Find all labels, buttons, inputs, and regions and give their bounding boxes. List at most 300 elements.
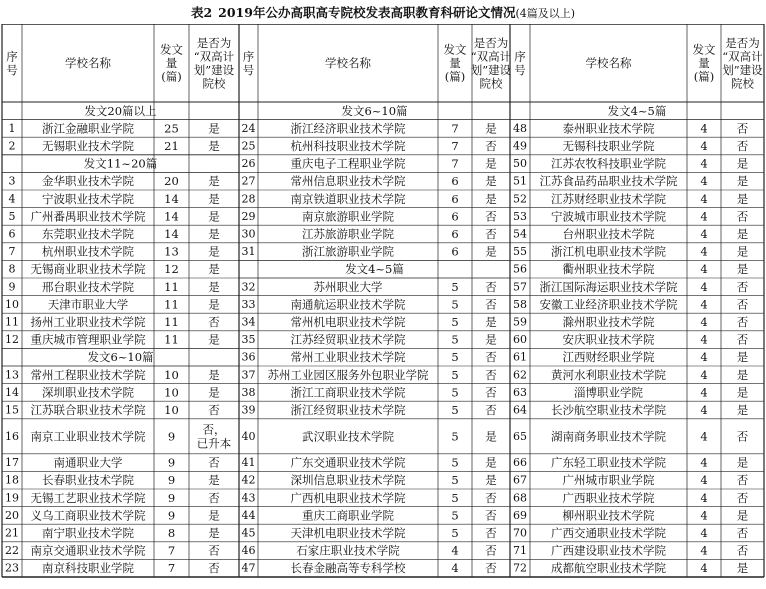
row-seq: 21 — [5, 526, 19, 540]
row-seq: 56 — [513, 262, 527, 276]
row-count: 4 — [700, 429, 708, 444]
header-count: 发文 — [160, 42, 183, 57]
row-shuanggao: 否 — [736, 332, 749, 347]
row-school: 滁州职业技术学院 — [562, 315, 655, 329]
row-seq: 55 — [513, 245, 527, 259]
section-label: 发文4~5篇 — [345, 262, 404, 277]
row-shuanggao: 否 — [208, 561, 220, 576]
row-shuanggao: 否 — [208, 315, 220, 329]
row-shuanggao: 是 — [485, 473, 497, 488]
row-seq: 35 — [241, 333, 256, 347]
row-school: 重庆电子工程职业学院 — [290, 156, 406, 171]
row-school: 常州工业职业技术学院 — [290, 350, 406, 365]
header-shuanggao: 是否为 — [473, 35, 509, 50]
header-seq: 号 — [514, 62, 526, 77]
header-count: 量 — [698, 56, 710, 70]
row-count: 4 — [700, 490, 708, 505]
row-school: 苏州工业园区服务外包职业学院 — [267, 367, 429, 382]
row-shuanggao: 是 — [736, 455, 749, 470]
header-seq: 号 — [6, 62, 18, 77]
row-count: 5 — [451, 429, 459, 444]
row-count: 4 — [700, 385, 708, 400]
row-school: 浙江经贸职业技术学院 — [290, 403, 406, 417]
row-count: 5 — [451, 526, 459, 540]
row-seq: 46 — [241, 544, 256, 558]
row-school: 苏州职业大学 — [313, 279, 383, 294]
row-count: 12 — [164, 262, 179, 277]
row-school: 深圳信息职业技术学院 — [290, 473, 406, 488]
row-school: 南京交通职业技术学院 — [30, 543, 146, 558]
row-count: 4 — [700, 156, 708, 171]
row-school: 浙江经济职业技术学院 — [290, 121, 406, 136]
row-shuanggao: 否 — [208, 490, 220, 505]
row-seq: 23 — [5, 561, 19, 575]
row-count: 25 — [164, 121, 179, 136]
row-seq: 65 — [513, 429, 527, 443]
row-school: 黄河水利职业技术学院 — [551, 367, 666, 382]
row-shuanggao: 是 — [736, 156, 749, 171]
row-shuanggao: 否 — [208, 455, 220, 470]
row-shuanggao: 否 — [485, 508, 497, 523]
row-shuanggao: 是 — [208, 191, 220, 206]
row-count: 4 — [700, 191, 708, 206]
row-seq: 49 — [513, 139, 527, 153]
row-count: 4 — [700, 526, 708, 540]
row-count: 4 — [700, 121, 708, 136]
row-school: 南通职业大学 — [53, 455, 123, 470]
row-count: 10 — [164, 367, 179, 382]
row-school: 广西机电职业技术学院 — [290, 490, 406, 505]
row-seq: 47 — [241, 561, 256, 575]
row-shuanggao: 否 — [485, 279, 497, 294]
row-count: 9 — [167, 508, 176, 523]
table-caption-note: (4篇及以上) — [515, 7, 576, 20]
row-shuanggao: 否 — [736, 139, 749, 153]
row-count: 6 — [451, 191, 459, 206]
row-count: 4 — [451, 543, 459, 558]
row-seq: 59 — [513, 315, 527, 329]
row-count: 9 — [167, 490, 176, 505]
header-count: (篇) — [444, 69, 466, 84]
row-seq: 6 — [8, 227, 16, 241]
table-number: 表2 — [190, 5, 213, 20]
row-seq: 48 — [513, 121, 527, 135]
row-seq: 28 — [241, 192, 256, 206]
row-shuanggao: 是 — [208, 209, 220, 224]
row-school: 长春金融高等专科学校 — [290, 561, 406, 576]
row-school: 无锡商业职业技术学院 — [30, 262, 146, 277]
row-count: 21 — [164, 139, 179, 153]
row-school: 义乌工商职业技术学院 — [30, 508, 146, 523]
row-school: 安庆职业技术学院 — [562, 332, 655, 347]
row-shuanggao: 否 — [736, 121, 749, 136]
row-count: 11 — [164, 332, 179, 347]
row-shuanggao: 否 — [485, 350, 497, 365]
row-count: 4 — [700, 297, 708, 312]
row-shuanggao: 否 — [485, 490, 497, 505]
row-school: 宁波城市职业技术学院 — [551, 209, 666, 224]
row-count: 5 — [451, 279, 459, 294]
row-shuanggao: 是 — [485, 121, 497, 136]
row-seq: 31 — [241, 245, 256, 259]
row-count: 4 — [700, 227, 708, 241]
row-count: 4 — [700, 332, 708, 347]
row-school: 杭州科技职业技术学院 — [290, 139, 406, 153]
row-count: 5 — [451, 473, 459, 488]
row-count: 4 — [700, 262, 708, 277]
row-count: 10 — [164, 403, 179, 417]
row-school: 浙江金融职业学院 — [42, 121, 134, 136]
row-seq: 68 — [513, 491, 527, 505]
row-shuanggao: 否 — [736, 315, 749, 329]
row-shuanggao: 否 — [485, 403, 497, 417]
row-school: 金华职业技术学院 — [42, 174, 134, 189]
row-school: 武汉职业技术学院 — [302, 429, 394, 444]
row-school: 台州职业技术学院 — [562, 227, 655, 241]
row-seq: 3 — [8, 174, 16, 188]
header-school: 学校名称 — [65, 56, 111, 70]
row-shuanggao: 否 — [736, 429, 749, 444]
row-shuanggao: 是 — [208, 174, 220, 189]
row-seq: 36 — [241, 350, 256, 364]
row-seq: 4 — [8, 192, 16, 206]
row-seq: 67 — [513, 473, 527, 487]
row-school: 江苏联合职业技术学院 — [30, 403, 146, 417]
row-seq: 43 — [241, 491, 256, 505]
row-count: 7 — [451, 139, 459, 153]
row-seq: 63 — [513, 385, 527, 399]
row-school: 南京铁道职业技术学院 — [290, 191, 406, 206]
row-seq: 54 — [513, 227, 527, 241]
row-shuanggao: 是 — [208, 121, 220, 136]
row-shuanggao: 是 — [208, 473, 220, 488]
row-count: 4 — [700, 244, 708, 259]
row-shuanggao: 否 — [485, 227, 497, 241]
row-school: 常州工程职业技术学院 — [30, 367, 146, 382]
row-school: 广西建设职业技术学院 — [551, 543, 666, 558]
row-count: 7 — [451, 121, 459, 136]
row-school: 江西财经职业学院 — [562, 350, 655, 365]
row-shuanggao: 否 — [485, 297, 497, 312]
row-school: 广东交通职业技术学院 — [290, 455, 406, 470]
row-school: 江苏食品药品职业技术学院 — [539, 174, 678, 189]
row-school: 常州信息职业技术学院 — [290, 174, 406, 189]
row-shuanggao: 是 — [485, 315, 497, 329]
row-seq: 11 — [5, 315, 19, 329]
row-count: 6 — [451, 209, 459, 224]
header-shuanggao: “双高计 — [470, 49, 512, 64]
row-count: 4 — [451, 561, 459, 576]
row-school: 淄博职业学院 — [574, 385, 643, 400]
row-shuanggao: 是 — [208, 367, 220, 382]
row-school: 南京工业职业技术学院 — [30, 429, 146, 444]
row-school: 广州番禺职业技术学院 — [30, 209, 146, 224]
row-count: 4 — [700, 350, 708, 365]
row-shuanggao: 否 — [736, 526, 749, 540]
row-school: 南宁职业技术学院 — [42, 526, 134, 540]
row-seq: 51 — [513, 174, 527, 188]
row-count: 8 — [167, 526, 176, 540]
row-school: 无锡工艺职业技术学院 — [30, 490, 146, 505]
row-school: 广西交通职业技术学院 — [551, 526, 666, 540]
row-seq: 22 — [5, 544, 19, 558]
row-count: 9 — [167, 429, 176, 444]
row-shuanggao: 是 — [485, 332, 497, 347]
row-school: 浙江机电职业技术学院 — [551, 244, 666, 259]
row-count: 7 — [167, 561, 176, 576]
row-seq: 17 — [5, 456, 19, 470]
row-school: 邢台职业技术学院 — [42, 279, 134, 294]
row-shuanggao: 是 — [736, 403, 749, 417]
row-seq: 8 — [8, 262, 16, 276]
row-count: 4 — [700, 139, 708, 153]
header-shuanggao: “双高计 — [722, 49, 763, 64]
row-seq: 42 — [241, 473, 256, 487]
section-label: 发文6~10篇 — [341, 103, 408, 118]
row-count: 4 — [700, 174, 708, 189]
row-shuanggao: 否 — [208, 403, 220, 417]
header-count: (篇) — [161, 69, 182, 84]
row-shuanggao: 是 — [208, 297, 220, 312]
header-count: (篇) — [693, 69, 715, 84]
row-count: 4 — [700, 561, 708, 576]
row-count: 7 — [451, 156, 459, 171]
header-school: 学校名称 — [325, 56, 371, 70]
row-shuanggao: 否 — [485, 385, 497, 400]
row-count: 5 — [451, 350, 459, 365]
row-school: 天津机电职业技术学院 — [290, 526, 406, 540]
row-school: 广东轻工职业技术学院 — [551, 455, 666, 470]
row-count: 5 — [451, 315, 459, 329]
row-count: 10 — [164, 385, 179, 400]
row-seq: 19 — [5, 491, 19, 505]
row-count: 4 — [700, 279, 708, 294]
row-count: 4 — [700, 403, 708, 417]
row-count: 5 — [451, 332, 459, 347]
row-school: 衢州职业技术学院 — [562, 262, 655, 277]
row-count: 9 — [167, 455, 176, 470]
row-shuanggao: 否 — [485, 139, 497, 153]
row-count: 4 — [700, 315, 708, 329]
row-school: 江苏农牧科技职业学院 — [551, 156, 666, 171]
header-seq: 序 — [242, 49, 255, 64]
row-shuanggao: 否， — [202, 422, 226, 437]
row-shuanggao: 否 — [485, 209, 497, 224]
row-seq: 27 — [241, 174, 256, 188]
row-shuanggao: 是 — [736, 244, 749, 259]
row-school: 广西职业技术学院 — [562, 490, 655, 505]
row-count: 5 — [451, 367, 459, 382]
row-school: 南通航运职业技术学院 — [290, 297, 406, 312]
row-count: 4 — [700, 473, 708, 488]
row-school: 浙江旅游职业学院 — [302, 244, 394, 259]
row-seq: 72 — [513, 561, 527, 575]
row-seq: 40 — [241, 429, 256, 443]
row-school: 杭州职业技术学院 — [42, 244, 134, 259]
row-count: 4 — [700, 367, 708, 382]
header-school: 学校名称 — [585, 56, 632, 70]
row-count: 5 — [451, 490, 459, 505]
row-school: 广州城市职业学院 — [562, 473, 655, 488]
row-seq: 61 — [513, 350, 527, 364]
row-seq: 34 — [241, 315, 256, 329]
row-shuanggao: 是 — [208, 279, 220, 294]
row-count: 6 — [451, 174, 459, 189]
row-seq: 70 — [513, 526, 527, 540]
row-count: 5 — [451, 508, 459, 523]
row-shuanggao: 是 — [485, 174, 497, 189]
row-shuanggao: 是 — [736, 262, 749, 277]
row-school: 湖南商务职业技术学院 — [551, 429, 666, 444]
row-seq: 38 — [241, 385, 256, 399]
table-title — [0, 2, 766, 24]
row-school: 长沙航空职业技术学院 — [551, 403, 666, 417]
row-shuanggao: 否 — [736, 490, 749, 505]
row-shuanggao: 否 — [736, 473, 749, 488]
header-shuanggao: 院校 — [731, 76, 754, 91]
row-seq: 2 — [8, 139, 16, 153]
row-seq: 30 — [241, 227, 256, 241]
row-shuanggao: 是 — [736, 174, 749, 189]
row-seq: 10 — [5, 297, 19, 311]
row-seq: 45 — [241, 526, 256, 540]
row-school: 泰州职业技术学院 — [562, 121, 655, 136]
table-caption: 2019年公办高职高专院校发表高职教育科研论文情况 — [218, 5, 516, 20]
row-school: 重庆工商职业学院 — [302, 508, 394, 523]
header-count: 发文 — [443, 42, 467, 57]
row-school: 柳州职业技术学院 — [562, 508, 655, 523]
header-shuanggao: “双高计 — [193, 49, 235, 64]
row-seq: 18 — [5, 473, 19, 487]
row-shuanggao: 是 — [208, 262, 220, 277]
row-seq: 12 — [5, 333, 19, 347]
header-shuanggao: 是否为 — [196, 35, 232, 50]
row-school: 重庆城市管理职业学院 — [30, 332, 146, 347]
section-label: 发文20篇以上 — [84, 103, 157, 118]
row-shuanggao: 否 — [736, 297, 749, 312]
row-school: 成都航空职业技术学院 — [551, 561, 666, 576]
row-seq: 64 — [513, 403, 527, 417]
header-seq: 序 — [514, 49, 526, 64]
row-shuanggao: 是 — [736, 561, 749, 576]
row-seq: 50 — [513, 157, 527, 171]
section-label: 发文11~20篇 — [83, 156, 158, 171]
row-school: 石家庄职业技术学院 — [296, 543, 400, 558]
row-seq: 9 — [8, 280, 16, 294]
row-count: 4 — [700, 455, 708, 470]
row-school: 江苏经贸职业技术学院 — [290, 332, 406, 347]
row-seq: 39 — [241, 403, 256, 417]
row-school: 安徽工业经济职业技术学院 — [539, 297, 678, 312]
row-seq: 66 — [513, 456, 527, 470]
row-count: 6 — [451, 244, 459, 259]
row-seq: 69 — [513, 508, 527, 522]
row-count: 9 — [167, 473, 176, 488]
header-shuanggao: 划”建设 — [193, 62, 235, 77]
row-seq: 16 — [5, 429, 19, 443]
row-seq: 62 — [513, 368, 527, 382]
row-school: 南京旅游职业学院 — [302, 209, 394, 224]
row-school: 江苏旅游职业学院 — [302, 227, 394, 241]
row-shuanggao: 是 — [485, 455, 497, 470]
row-count: 7 — [167, 543, 176, 558]
row-shuanggao: 是 — [485, 191, 497, 206]
row-school: 无锡科技职业学院 — [562, 139, 655, 153]
row-school: 南京科技职业学院 — [42, 561, 134, 576]
row-seq: 44 — [241, 508, 256, 522]
papers-table — [0, 24, 766, 586]
header-shuanggao: 划”建设 — [722, 62, 763, 77]
row-shuanggao: 是 — [485, 244, 497, 259]
row-school: 扬州工业职业技术学院 — [30, 315, 146, 329]
row-count: 14 — [164, 227, 179, 241]
row-count: 11 — [164, 297, 179, 312]
row-school: 深圳职业技术学院 — [42, 385, 134, 400]
header-seq: 号 — [242, 62, 255, 77]
row-seq: 58 — [513, 297, 527, 311]
row-shuanggao: 是 — [208, 385, 220, 400]
row-shuanggao: 否 — [485, 543, 497, 558]
row-school: 长春职业技术学院 — [42, 473, 134, 488]
row-seq: 25 — [241, 139, 256, 153]
row-shuanggao: 是 — [485, 156, 497, 171]
row-school: 常州机电职业技术学院 — [290, 315, 406, 329]
row-shuanggao: 否 — [485, 561, 497, 576]
row-school: 东莞职业技术学院 — [42, 227, 134, 241]
row-count: 11 — [164, 279, 179, 294]
row-shuanggao: 是 — [208, 139, 220, 153]
row-school: 天津市职业大学 — [47, 297, 129, 312]
row-shuanggao: 是 — [736, 508, 749, 523]
header-shuanggao: 划”建设 — [470, 62, 512, 77]
header-count: 量 — [165, 56, 178, 70]
row-count: 4 — [700, 209, 708, 224]
row-seq: 13 — [5, 368, 19, 382]
header-count: 发文 — [692, 42, 716, 57]
row-count: 5 — [451, 455, 459, 470]
row-school: 宁波职业技术学院 — [42, 191, 134, 206]
row-count: 14 — [164, 191, 179, 206]
row-seq: 32 — [241, 280, 256, 294]
row-seq: 14 — [5, 385, 19, 399]
row-shuanggao: 否 — [485, 526, 497, 540]
row-seq: 60 — [513, 333, 527, 347]
row-count: 6 — [451, 227, 459, 241]
row-count: 5 — [451, 297, 459, 312]
row-seq: 26 — [241, 157, 256, 171]
row-school: 浙江国际海运职业技术学院 — [539, 279, 678, 294]
header-count: 量 — [449, 56, 461, 70]
row-shuanggao: 是 — [736, 227, 749, 241]
row-school: 无锡职业技术学院 — [42, 139, 134, 153]
row-seq: 33 — [241, 297, 256, 311]
row-count: 13 — [164, 244, 179, 259]
row-count: 20 — [164, 174, 179, 189]
row-school: 浙江工商职业技术学院 — [290, 385, 406, 400]
row-shuanggao: 否 — [736, 279, 749, 294]
row-seq: 7 — [8, 245, 16, 259]
section-label: 发文4~5篇 — [607, 103, 667, 118]
section-label: 发文6~10篇 — [87, 350, 154, 365]
header-shuanggao: 院校 — [202, 76, 226, 91]
row-seq: 24 — [241, 121, 256, 135]
header-shuanggao: 是否为 — [725, 35, 760, 50]
row-seq: 57 — [513, 280, 527, 294]
row-shuanggao: 是 — [208, 227, 220, 241]
row-shuanggao: 否 — [736, 543, 749, 558]
row-seq: 15 — [5, 403, 19, 417]
row-seq: 29 — [241, 209, 256, 223]
